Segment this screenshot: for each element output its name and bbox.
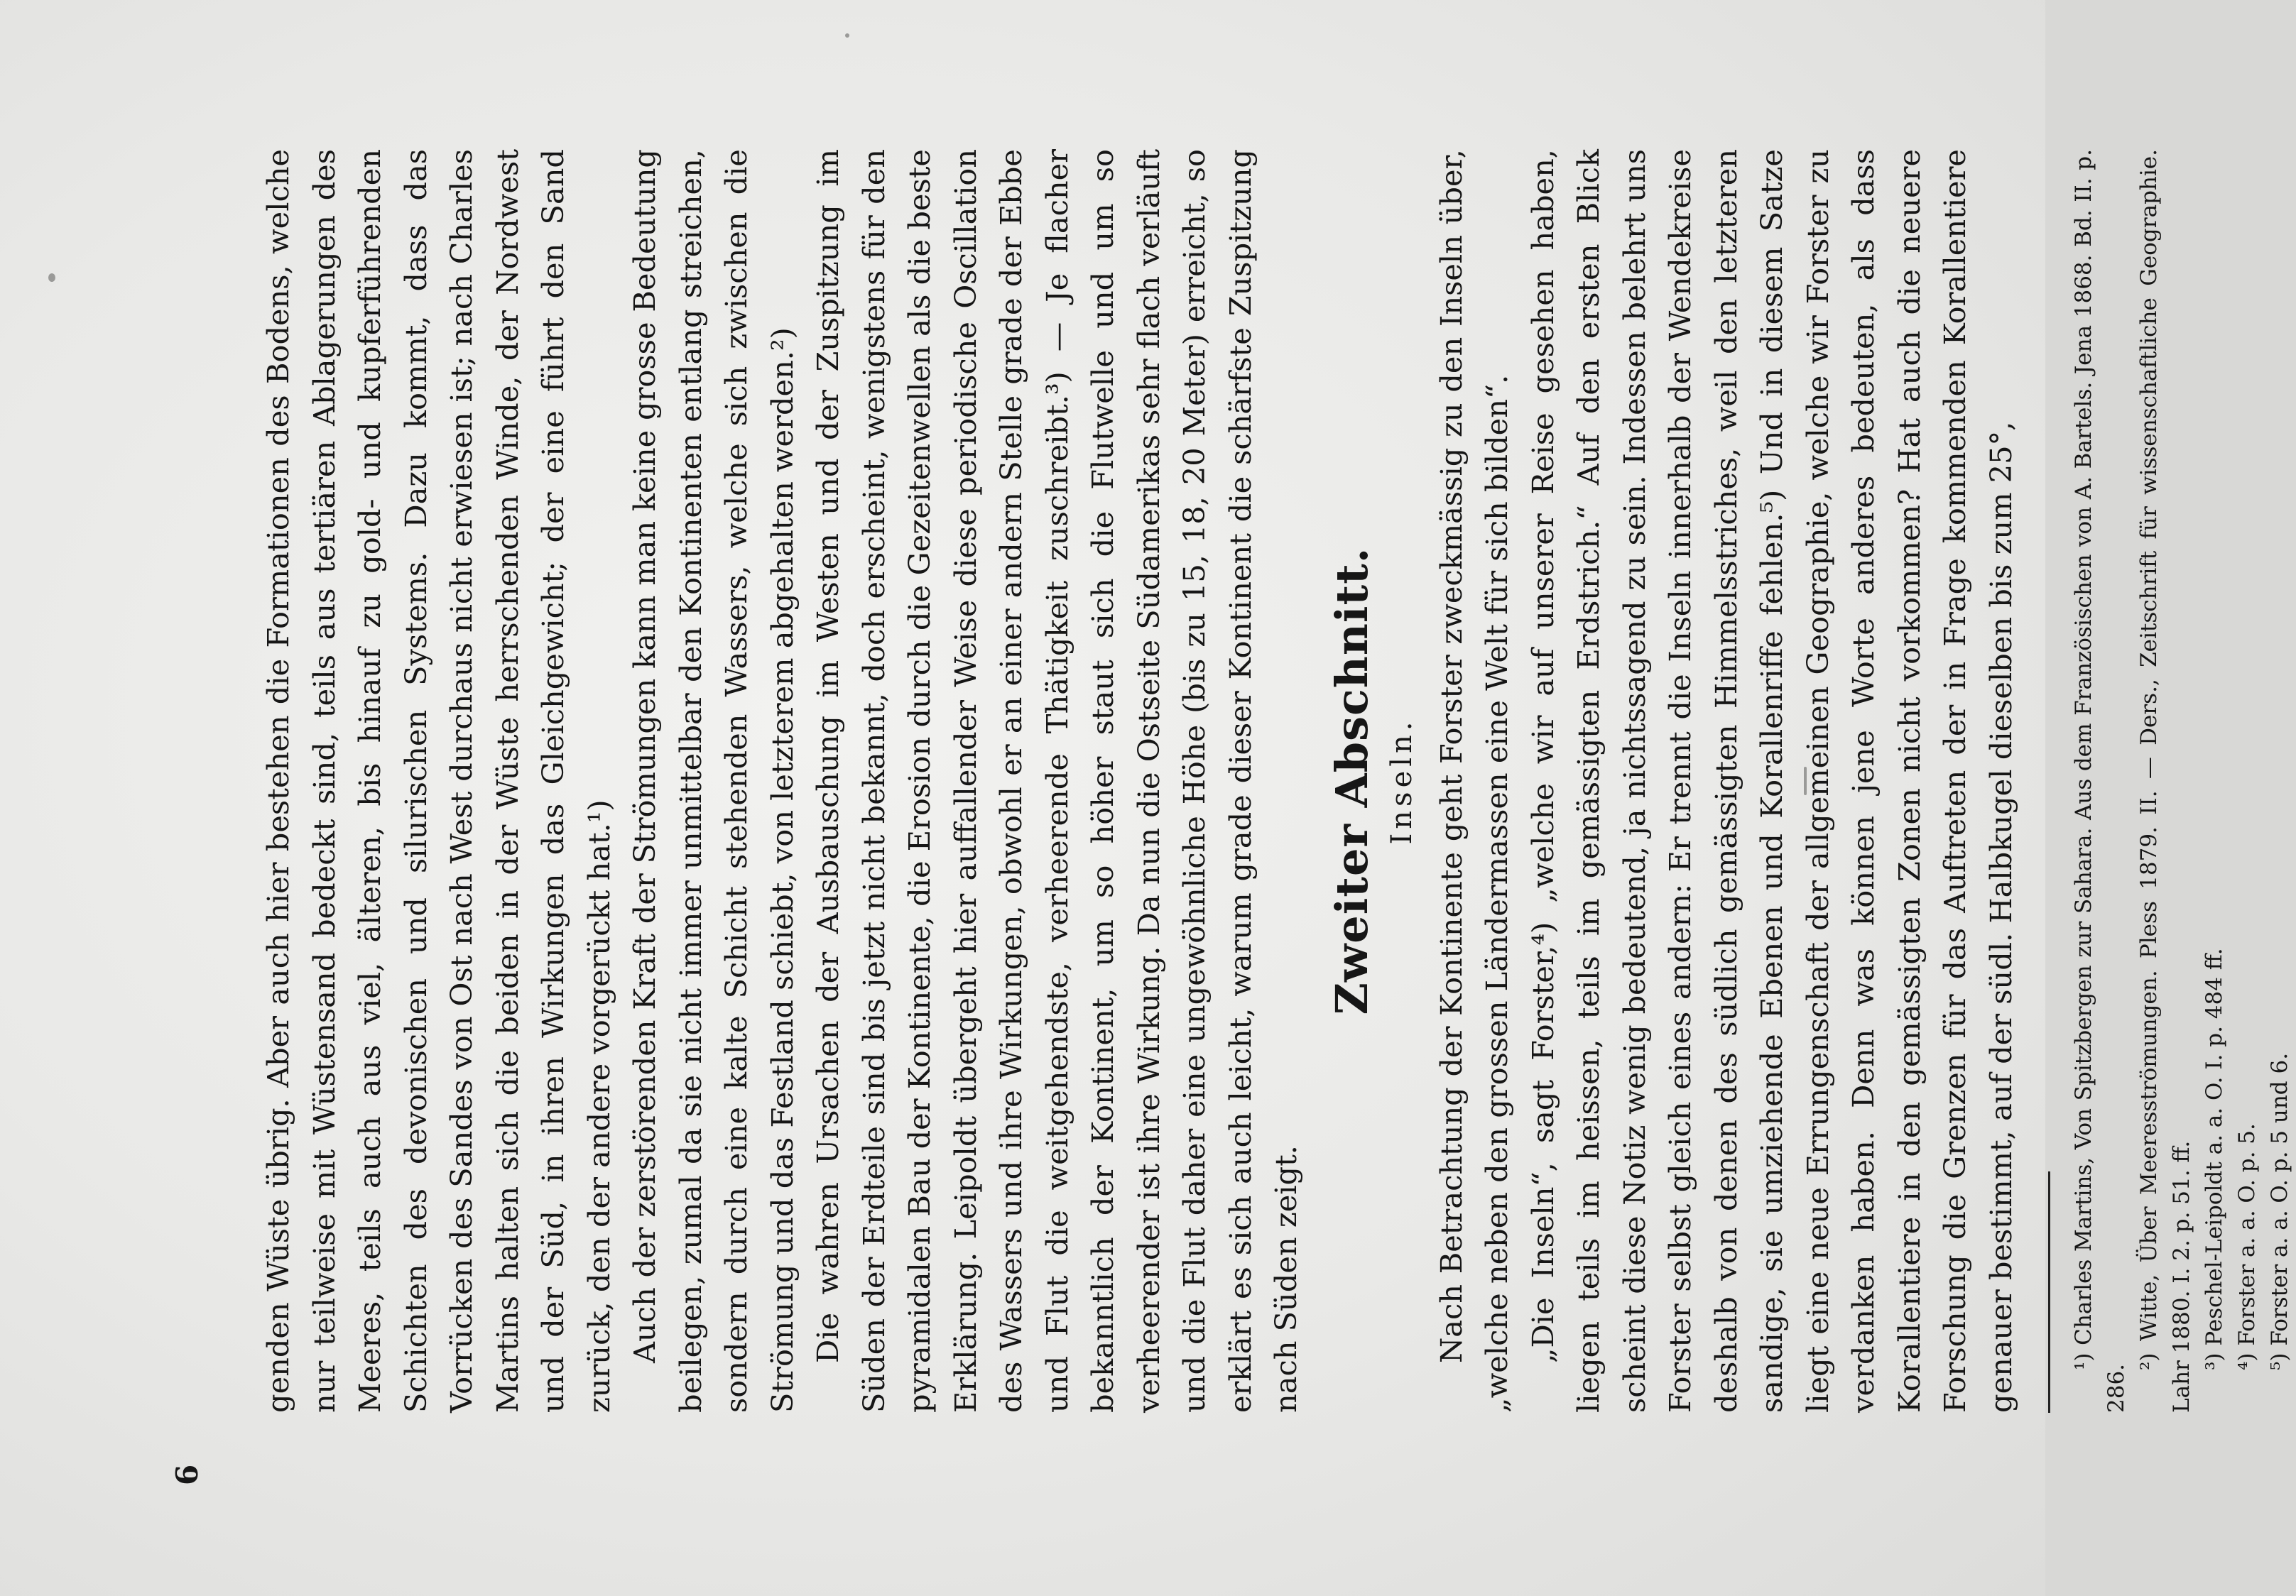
footnote-separator	[2048, 1171, 2050, 1413]
footnote: ⁴) Forster a. a. O. p. 5.	[2234, 1123, 2260, 1370]
page-body	[256, 149, 2296, 1413]
section-heading: Zweiter Abschnitt.	[1325, 547, 1378, 1015]
body-paragraph: Nach Betrachtung der Kontinente geht Forster zweckmässig zu den Inseln über, „welche neben den grossen Ländermassen eine Welt für sich bilden“.	[1433, 149, 1514, 1413]
scan-speck	[48, 273, 55, 282]
body-paragraph: „Die Inseln“, sagt Forster,⁴) „welche wir auf unserer Reise gesehen haben, liegen teils im heissen, teils im gemässigten Erdstrich.“ Auf den ersten Blick scheint diese Notiz wenig bedeutend, ja nichtssagend zu sein. Indessen belehrt uns Forster selbst gleich eines andern: Er trennt die Inseln innerhalb der Wendekreise deshalb von denen des südlich gemässigten Himmelsstriches, weil den letzteren sandige, sie umziehende Ebenen und Korallenriffe fehlen.⁵) Und in diesem Satze liegt eine neue Errungenschaft der allgemeinen Geographie, welche wir Forster zu verdanken haben. Denn was können jene Worte anderes bedeuten, als dass Korallentiere in den gemässigten Zonen nicht vorkommen? Hat auch die neuere Forschung die Grenzen für das Auftreten der in Frage kommenden Korallentiere genauer bestimmt, auf der südl. Halbkugel dieselben bis zum 25°,	[1525, 149, 2018, 1413]
footnotes	[2067, 149, 2296, 1413]
section-subheading: Inseln.	[1385, 717, 1418, 845]
page-number: 6	[170, 1464, 205, 1485]
footnote: ¹) Charles Martins, Von Spitzbergen zur Sahara. Aus dem Französischen von A. Bartels. Jena 1868. Bd. II. p. 286.	[2071, 149, 2129, 1413]
body-paragraph: genden Wüste übrig. Aber auch hier bestehen die Formationen des Bodens, welche nur teilweise mit Wüstensand bedeckt sind, teils aus tertiären Ablagerungen des Meeres, teils auch aus viel, älteren, bis hinauf zu gold- und kupferführenden Schichten des devonischen und silurischen Systems. Dazu kommt, dass das Vorrücken des Sandes von Ost nach West durchaus nicht erwiesen ist; nach Charles Martins halten sich die beiden in der Wüste herrschenden Winde, der Nordwest und der Süd, in ihren Wirkungen das Gleichgewicht; der eine führt den Sand zurück, den der andere vorgerückt hat.¹)	[261, 149, 616, 1413]
body-paragraph: Auch der zerstörenden Kraft der Strömungen kann man keine grosse Bedeutung beilegen, zumal da sie nicht immer unmittelbar den Kontinenten entlang streichen, sondern durch eine kalte Schicht stehenden Wassers, welche sich zwischen die Strömung und das Festland schiebt, von letzterem abgehalten werden.²)	[627, 149, 800, 1413]
footnote: ⁵) Forster a. a. O. p. 5 und 6.	[2267, 1052, 2292, 1370]
rotated-book-page	[170, 142, 2292, 1491]
scan-speck	[845, 33, 849, 38]
body-paragraph: Die wahren Ursachen der Ausbauschung im Westen und der Zuspitzung im Süden der Erdteile sind bis jetzt nicht bekannt, doch erscheint, wenigstens für den pyramidalen Bau der Kontinente, die Erosion durch die Gezeitenwellen als die beste Erklärung. Leipoldt übergeht hier auffallender Weise diese periodische Oscillation des Wassers und ihre Wirkungen, obwohl er an einer andern Stelle grade der Ebbe und Flut die weitgehendste, verheerende Thätigkeit zuschreibt.³) — Je flacher bekanntlich der Kontinent, um so höher staut sich die Flutwelle und um so verheerender ist ihre Wirkung. Da nun die Ostseite Südamerikas sehr flach verläuft und die Flut daher eine ungewöhnliche Höhe (bis zu 15, 18, 20 Meter) erreicht, so erklärt es sich auch leicht, warum grade dieser Kontinent die schärfste Zuspitzung nach Süden zeigt.	[810, 149, 1303, 1413]
footnote: ²) Witte, Über Meeresströmungen. Pless 1879. II. — Ders., Zeitschrift für wissenschaftliche Geographie. Lahr 1880. I. 2. p. 51. ff.	[2136, 149, 2194, 1413]
footnote: ³) Peschel-Leipoldt a. a. O. I. p. 484 ff.	[2202, 948, 2227, 1370]
